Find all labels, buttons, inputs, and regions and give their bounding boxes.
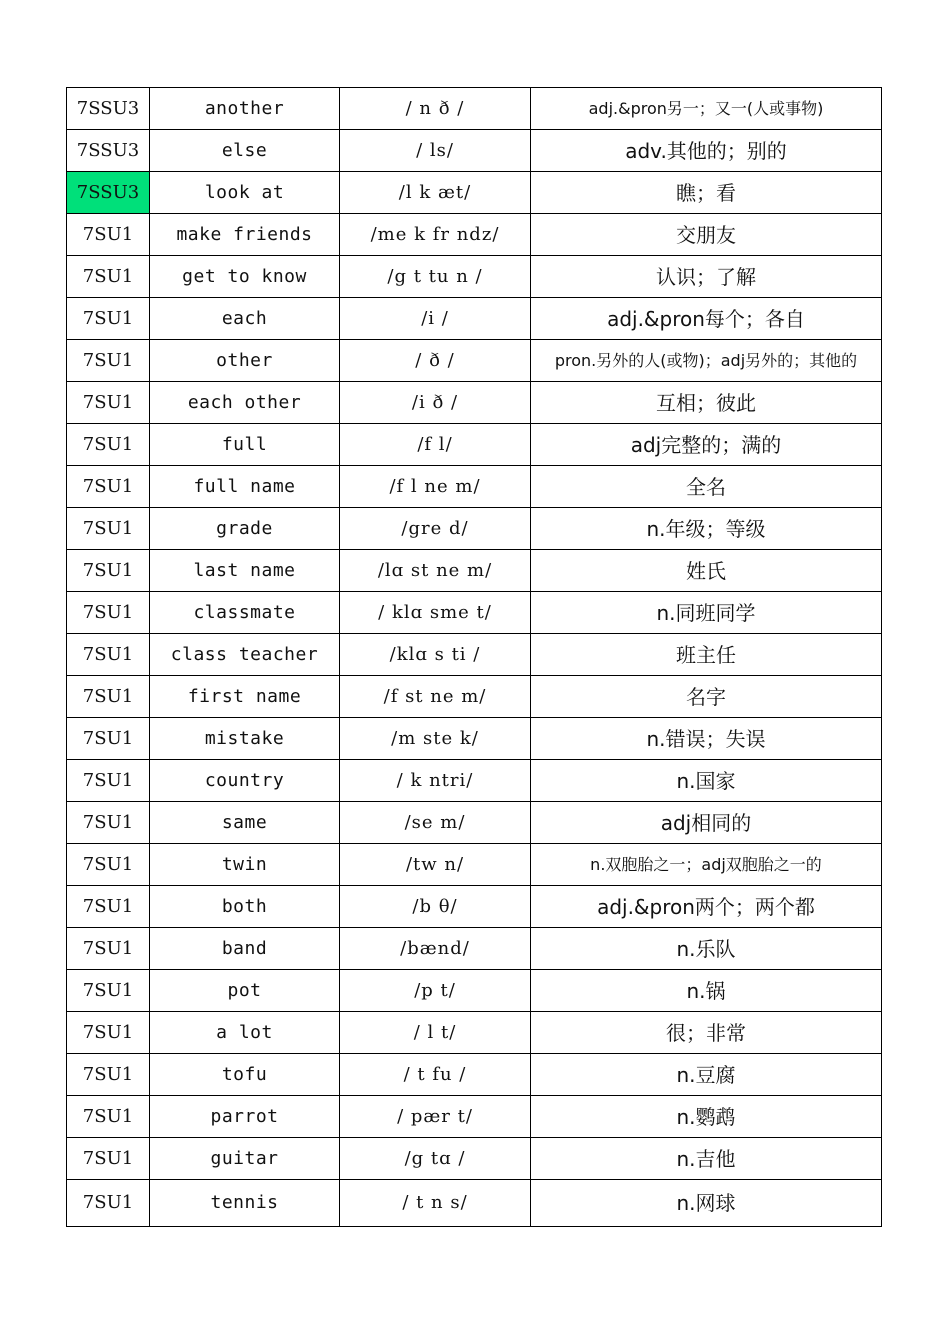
phonetic-cell: / ð /: [340, 340, 531, 382]
word-cell: a lot: [150, 1012, 340, 1054]
meaning-cell: n.错误；失误: [531, 718, 882, 760]
phonetic-cell: /me k fr ndz/: [340, 214, 531, 256]
meaning-cell: adj.&pron另一；又一(人或事物): [531, 88, 882, 130]
word-cell: pot: [150, 970, 340, 1012]
table-row: [67, 508, 882, 550]
phonetic-cell: /m ste k/: [340, 718, 531, 760]
phonetic-cell: /lɑ st ne m/: [340, 550, 531, 592]
unit-cell: 7SU1: [67, 298, 150, 340]
table-row: [67, 844, 882, 886]
meaning-cell: 姓氏: [531, 550, 882, 592]
meaning-cell: n.同班同学: [531, 592, 882, 634]
word-cell: first name: [150, 676, 340, 718]
unit-cell: 7SU1: [67, 1054, 150, 1096]
table-row: [67, 1096, 882, 1138]
word-cell: full: [150, 424, 340, 466]
word-cell: grade: [150, 508, 340, 550]
table-row: [67, 130, 882, 172]
phonetic-cell: /i /: [340, 298, 531, 340]
phonetic-cell: /i ð /: [340, 382, 531, 424]
phonetic-cell: /f l/: [340, 424, 531, 466]
phonetic-cell: /gre d/: [340, 508, 531, 550]
table-row: [67, 214, 882, 256]
unit-cell: 7SU1: [67, 802, 150, 844]
unit-cell: 7SU1: [67, 382, 150, 424]
unit-cell: 7SSU3: [67, 88, 150, 130]
word-cell: same: [150, 802, 340, 844]
unit-cell: 7SU1: [67, 634, 150, 676]
table-row: [67, 382, 882, 424]
phonetic-cell: /f st ne m/: [340, 676, 531, 718]
table-row: [67, 550, 882, 592]
meaning-cell: 瞧；看: [531, 172, 882, 214]
unit-cell: 7SU1: [67, 886, 150, 928]
word-cell: look at: [150, 172, 340, 214]
table-row: [67, 88, 882, 130]
phonetic-cell: /l k æt/: [340, 172, 531, 214]
vocabulary-table: [66, 87, 882, 1227]
unit-cell: 7SU1: [67, 1096, 150, 1138]
meaning-cell: n.鹦鹉: [531, 1096, 882, 1138]
meaning-cell: n.年级；等级: [531, 508, 882, 550]
table-row: [67, 970, 882, 1012]
table-row: [67, 256, 882, 298]
meaning-cell: 交朋友: [531, 214, 882, 256]
phonetic-cell: / t fu /: [340, 1054, 531, 1096]
table-row: [67, 886, 882, 928]
table-row: [67, 172, 882, 214]
table-row: [67, 802, 882, 844]
meaning-cell: n.吉他: [531, 1138, 882, 1180]
phonetic-cell: /b θ/: [340, 886, 531, 928]
meaning-cell: n.双胞胎之一；adj双胞胎之一的: [531, 844, 882, 886]
phonetic-cell: / k ntri/: [340, 760, 531, 802]
meaning-cell: 很；非常: [531, 1012, 882, 1054]
meaning-cell: 全名: [531, 466, 882, 508]
table-row: [67, 760, 882, 802]
meaning-cell: 名字: [531, 676, 882, 718]
phonetic-cell: / t n s/: [340, 1180, 531, 1227]
meaning-cell: adj完整的；满的: [531, 424, 882, 466]
unit-cell: 7SU1: [67, 424, 150, 466]
word-cell: else: [150, 130, 340, 172]
word-cell: country: [150, 760, 340, 802]
meaning-cell: pron.另外的人(或物)；adj另外的；其他的: [531, 340, 882, 382]
unit-cell: 7SSU3: [67, 130, 150, 172]
table-row: [67, 424, 882, 466]
unit-cell: 7SU1: [67, 1012, 150, 1054]
phonetic-cell: /f l ne m/: [340, 466, 531, 508]
meaning-cell: n.锅: [531, 970, 882, 1012]
table-row: [67, 928, 882, 970]
unit-cell: 7SU1: [67, 340, 150, 382]
unit-cell: 7SU1: [67, 1180, 150, 1227]
meaning-cell: 互相；彼此: [531, 382, 882, 424]
table-row: [67, 1138, 882, 1180]
word-cell: get to know: [150, 256, 340, 298]
meaning-cell: adj.&pron两个；两个都: [531, 886, 882, 928]
unit-cell: 7SU1: [67, 844, 150, 886]
word-cell: each: [150, 298, 340, 340]
unit-cell: 7SSU3: [67, 172, 150, 214]
table-row: [67, 592, 882, 634]
phonetic-cell: / klɑ sme t/: [340, 592, 531, 634]
vocabulary-table-body: [67, 88, 882, 1227]
word-cell: make friends: [150, 214, 340, 256]
table-row: [67, 1180, 882, 1227]
word-cell: full name: [150, 466, 340, 508]
phonetic-cell: / n ð /: [340, 88, 531, 130]
table-row: [67, 676, 882, 718]
unit-cell: 7SU1: [67, 550, 150, 592]
meaning-cell: n.豆腐: [531, 1054, 882, 1096]
word-cell: tennis: [150, 1180, 340, 1227]
phonetic-cell: /se m/: [340, 802, 531, 844]
unit-cell: 7SU1: [67, 508, 150, 550]
phonetic-cell: /p t/: [340, 970, 531, 1012]
phonetic-cell: /bænd/: [340, 928, 531, 970]
table-row: [67, 634, 882, 676]
unit-cell: 7SU1: [67, 676, 150, 718]
phonetic-cell: /tw n/: [340, 844, 531, 886]
word-cell: mistake: [150, 718, 340, 760]
word-cell: guitar: [150, 1138, 340, 1180]
meaning-cell: n.乐队: [531, 928, 882, 970]
phonetic-cell: / pær t/: [340, 1096, 531, 1138]
table-row: [67, 466, 882, 508]
phonetic-cell: / l t/: [340, 1012, 531, 1054]
word-cell: tofu: [150, 1054, 340, 1096]
phonetic-cell: /klɑ s ti /: [340, 634, 531, 676]
phonetic-cell: /g t tu n /: [340, 256, 531, 298]
meaning-cell: n.国家: [531, 760, 882, 802]
word-cell: twin: [150, 844, 340, 886]
word-cell: classmate: [150, 592, 340, 634]
unit-cell: 7SU1: [67, 718, 150, 760]
table-row: [67, 718, 882, 760]
unit-cell: 7SU1: [67, 256, 150, 298]
table-row: [67, 1054, 882, 1096]
word-cell: other: [150, 340, 340, 382]
meaning-cell: adj.&pron每个；各自: [531, 298, 882, 340]
word-cell: last name: [150, 550, 340, 592]
unit-cell: 7SU1: [67, 214, 150, 256]
unit-cell: 7SU1: [67, 928, 150, 970]
word-cell: parrot: [150, 1096, 340, 1138]
unit-cell: 7SU1: [67, 466, 150, 508]
unit-cell: 7SU1: [67, 592, 150, 634]
meaning-cell: 认识；了解: [531, 256, 882, 298]
table-row: [67, 340, 882, 382]
phonetic-cell: / ls/: [340, 130, 531, 172]
phonetic-cell: /g tɑ /: [340, 1138, 531, 1180]
unit-cell: 7SU1: [67, 760, 150, 802]
table-row: [67, 298, 882, 340]
word-cell: each other: [150, 382, 340, 424]
unit-cell: 7SU1: [67, 970, 150, 1012]
table-row: [67, 1012, 882, 1054]
unit-cell: 7SU1: [67, 1138, 150, 1180]
meaning-cell: 班主任: [531, 634, 882, 676]
meaning-cell: adv.其他的；别的: [531, 130, 882, 172]
word-cell: band: [150, 928, 340, 970]
word-cell: another: [150, 88, 340, 130]
word-cell: class teacher: [150, 634, 340, 676]
meaning-cell: n.网球: [531, 1180, 882, 1227]
word-cell: both: [150, 886, 340, 928]
meaning-cell: adj相同的: [531, 802, 882, 844]
